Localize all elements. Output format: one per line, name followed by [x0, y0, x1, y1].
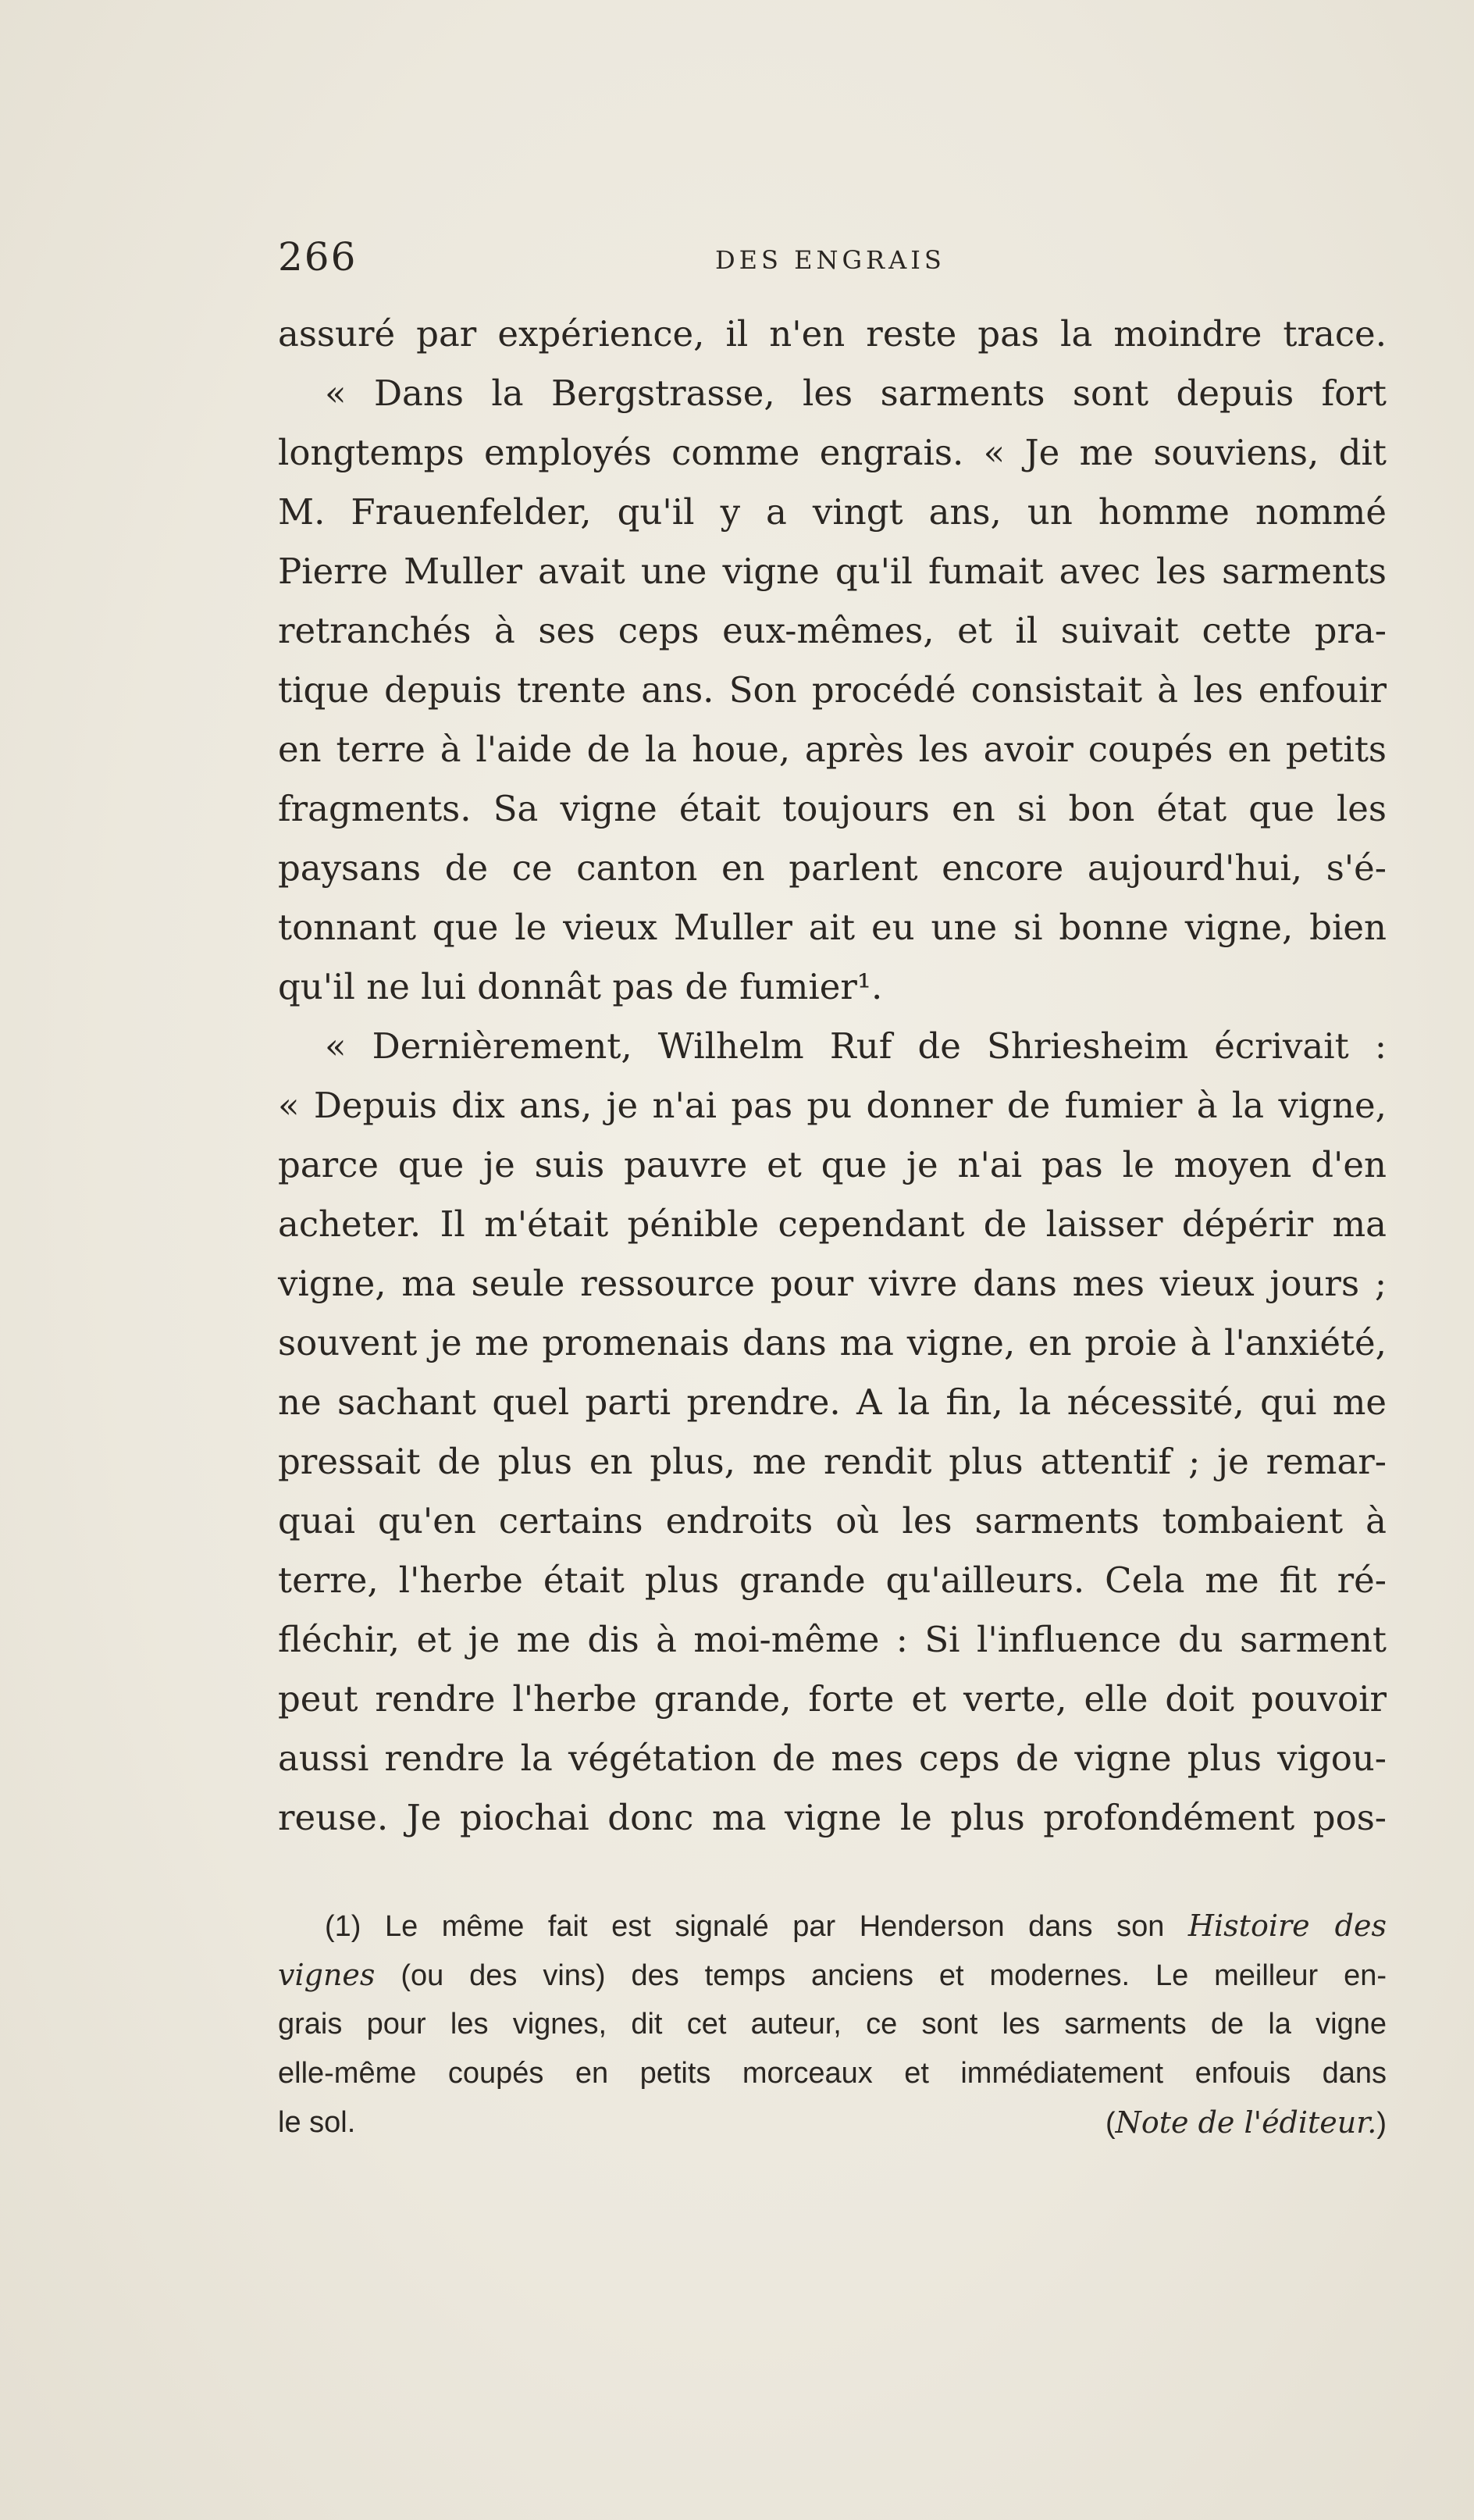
text-line: fléchir, et je me dis à moi-même : Si l'influence du sarment — [278, 1619, 1387, 1660]
footnote-line — [278, 1902, 1387, 1951]
footnote-text: (ou des vins) des temps anciens et modernes. Le meilleur en- — [375, 1959, 1387, 1992]
text-line: parce que je suis pauvre et que je n'ai pas le moyen d'en — [278, 1144, 1387, 1185]
text-line: fragments. Sa vigne était toujours en si bon état que les — [278, 788, 1387, 829]
footnote-italic: vignes — [278, 1958, 376, 1992]
text-line: en terre à l'aide de la houe, après les avoir coupés en petits — [278, 729, 1387, 770]
text-line: qu'il ne lui donnât pas de fumier¹. — [278, 966, 883, 1007]
footnote-line — [278, 1951, 1387, 2000]
text-line: retranchés à ses ceps eux-mêmes, et il suivait cette pra- — [278, 610, 1387, 651]
footnote-line: elle-même coupés en petits morceaux et immédiatement enfouis dans — [278, 2057, 1387, 2090]
text-line: pressait de plus en plus, me rendit plus attentif ; je remar- — [278, 1441, 1387, 1482]
page-number: 266 — [278, 234, 358, 280]
footnote-line — [278, 2098, 1387, 2148]
text-line: vigne, ma seule ressource pour vivre dans mes vieux jours ; — [278, 1263, 1387, 1304]
text-line: souvent je me promenais dans ma vigne, en proie à l'anxiété, — [278, 1322, 1387, 1363]
text-line: « Dans la Bergstrasse, les sarments sont depuis fort — [325, 372, 1387, 414]
text-line: M. Frauenfelder, qu'il y a vingt ans, un homme nommé — [278, 491, 1387, 533]
footnote — [278, 1902, 1387, 2148]
text-line: tonnant que le vieux Muller ait eu une si bonne vigne, bien — [278, 907, 1387, 948]
text-line: reuse. Je piochai donc ma vigne le plus profondément pos- — [278, 1797, 1387, 1838]
page-header — [278, 234, 1387, 297]
footnote-text: (1) Le même fait est signalé par Henderson dans son — [325, 1910, 1188, 1943]
text-line: « Dernièrement, Wilhelm Ruf de Shriesheim écrivait : — [325, 1025, 1387, 1067]
text-line: terre, l'herbe était plus grande qu'ailleurs. Cela me fit ré- — [278, 1559, 1387, 1601]
text-line: acheter. Il m'était pénible cependant de laisser dépérir ma — [278, 1203, 1387, 1245]
text-line: paysans de ce canton en parlent encore aujourd'hui, s'é- — [278, 847, 1387, 889]
body-text — [278, 305, 1387, 1848]
editor-note: (Note de l'éditeur.) — [1105, 2105, 1387, 2140]
text-line: Pierre Muller avait une vigne qu'il fumait avec les sarments — [278, 551, 1387, 592]
text-line: assuré par expérience, il n'en reste pas la moindre trace. — [278, 313, 1387, 355]
text-line: quai qu'en certains endroits où les sarments tombaient à — [278, 1500, 1387, 1542]
text-line: tique depuis trente ans. Son procédé consistait à les enfouir — [278, 669, 1387, 711]
text-line: peut rendre l'herbe grande, forte et verte, elle doit pouvoir — [278, 1678, 1387, 1720]
text-line: « Depuis dix ans, je n'ai pas pu donner de fumier à la vigne, — [278, 1085, 1387, 1126]
text-line: longtemps employés comme engrais. « Je me souviens, dit — [278, 432, 1387, 473]
running-title: DES ENGRAIS — [715, 245, 945, 275]
text-line: aussi rendre la végétation de mes ceps de vigne plus vigou- — [278, 1738, 1387, 1779]
footnote-italic: Histoire des — [1187, 1909, 1387, 1943]
footnote-line: grais pour les vignes, dit cet auteur, ce sont les sarments de la vigne — [278, 2008, 1387, 2041]
footnote-text: le sol. — [278, 2106, 356, 2139]
text-line: ne sachant quel parti prendre. A la fin, la nécessité, qui me — [278, 1381, 1387, 1423]
